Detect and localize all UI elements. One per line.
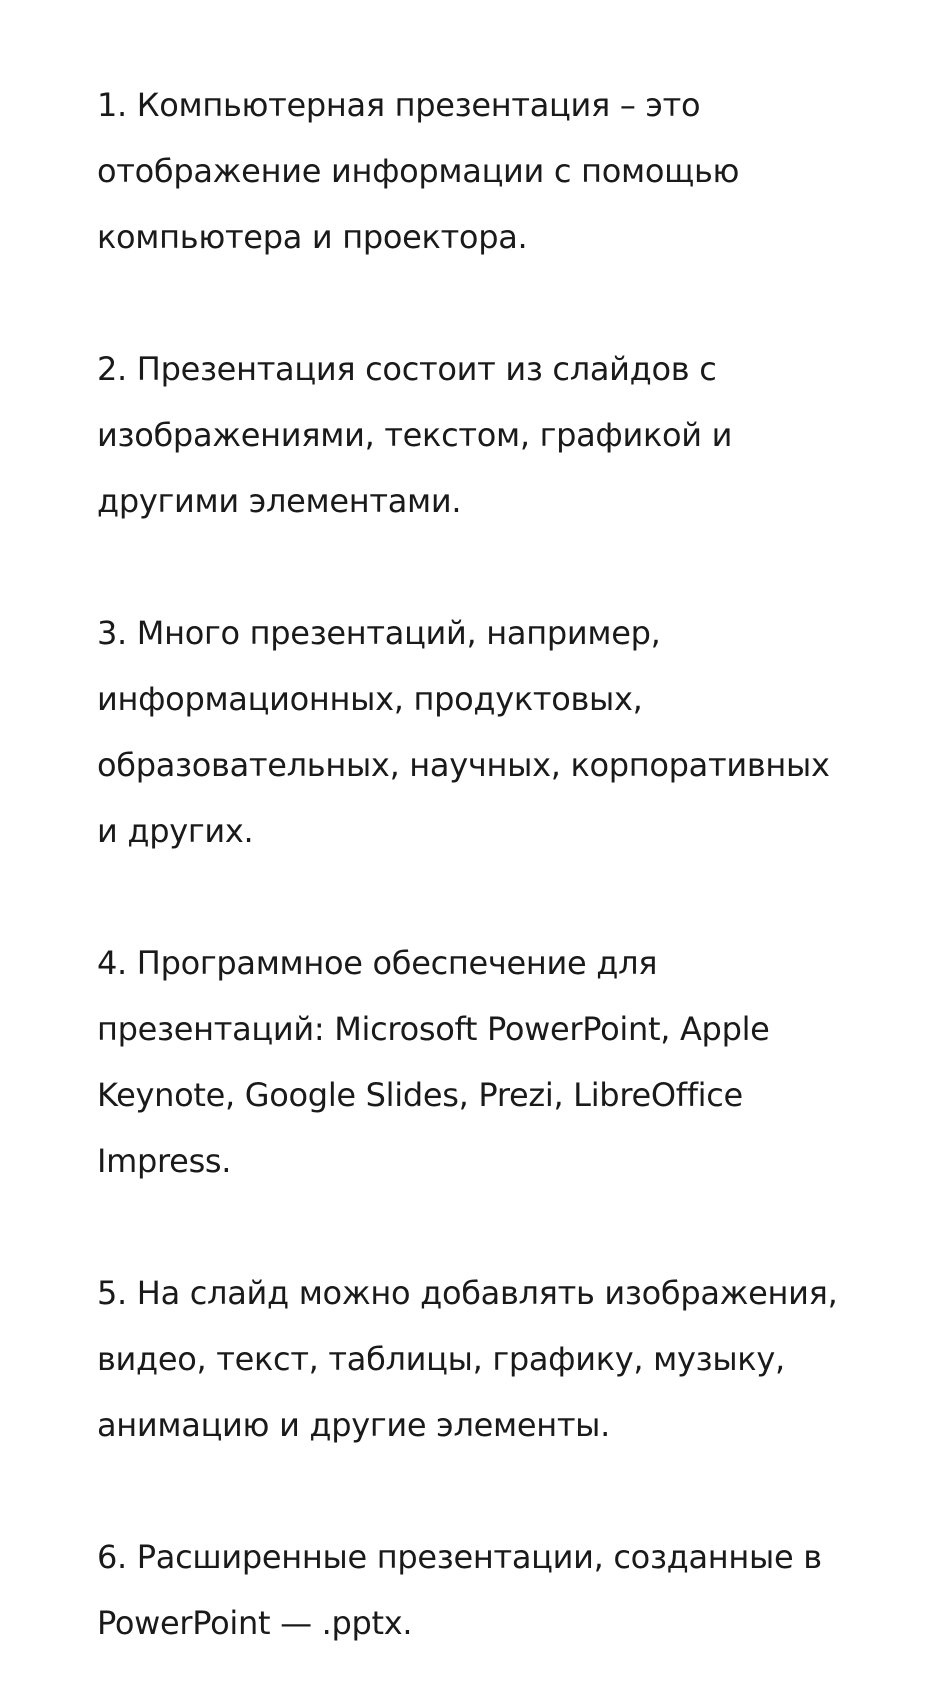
text-line: Impress. (97, 1142, 232, 1180)
text-line: другими элементами. (97, 482, 462, 520)
paragraph-2 (97, 336, 877, 534)
text-line: образовательных, научных, корпоративных (97, 746, 830, 784)
text-line: 1. Компьютерная презентация – это (97, 86, 701, 124)
text-line: отображение информации с помощью (97, 152, 740, 190)
paragraph-5 (97, 1260, 877, 1458)
paragraph-6 (97, 1524, 877, 1656)
text-line: Keynote, Google Slides, Prezi, LibreOffice (97, 1076, 743, 1114)
text-line: презентаций: Microsoft PowerPoint, Apple (97, 1010, 770, 1048)
text-line: информационных, продуктовых, (97, 680, 643, 718)
text-line: 2. Презентация состоит из слайдов с (97, 350, 717, 388)
paragraph-1 (97, 72, 877, 270)
paragraph-4 (97, 930, 877, 1194)
text-line: 3. Много презентаций, например, (97, 614, 661, 652)
document-body (97, 72, 877, 1656)
text-line: 4. Программное обеспечение для (97, 944, 658, 982)
text-line: анимацию и другие элементы. (97, 1406, 611, 1444)
text-line: видео, текст, таблицы, графику, музыку, (97, 1340, 785, 1378)
text-line: 5. На слайд можно добавлять изображения, (97, 1274, 838, 1312)
text-line: PowerPoint — .pptx. (97, 1604, 413, 1642)
text-line: 6. Расширенные презентации, созданные в (97, 1538, 822, 1576)
text-line: и других. (97, 812, 254, 850)
text-line: изображениями, текстом, графикой и (97, 416, 733, 454)
text-line: компьютера и проектора. (97, 218, 528, 256)
paragraph-3 (97, 600, 877, 864)
